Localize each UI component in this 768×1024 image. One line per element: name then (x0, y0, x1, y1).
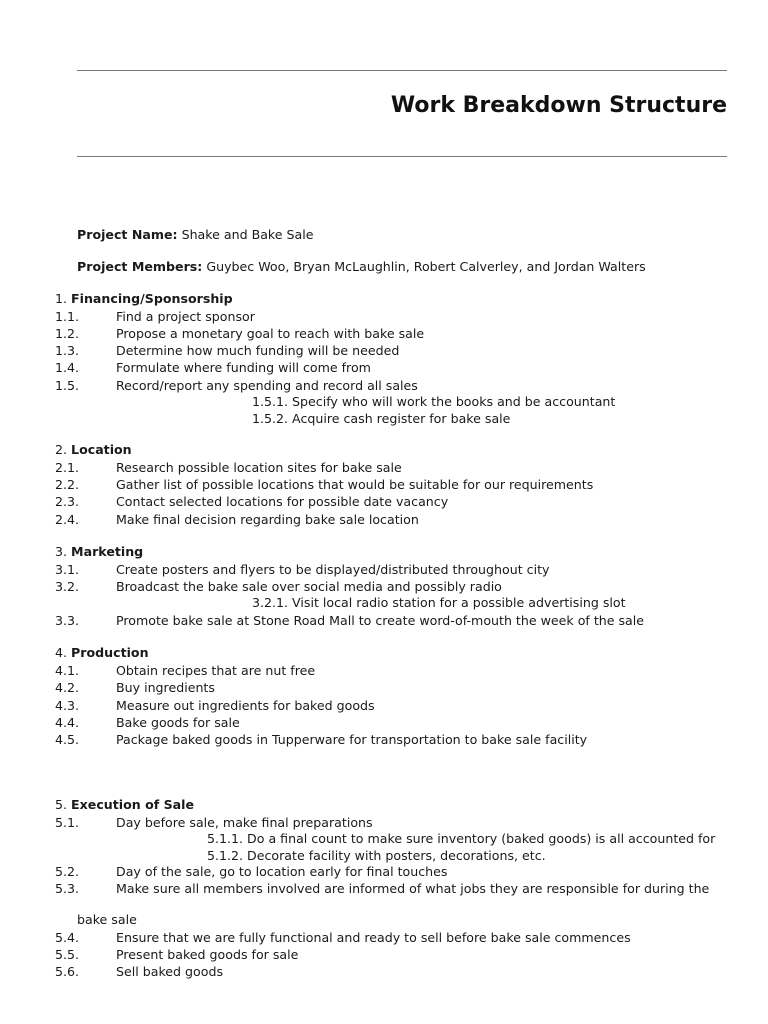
item-number: 3.1. (55, 562, 80, 577)
item-number: 5.1. (55, 815, 80, 830)
subitem-text: 1.5.1. Specify who will work the books and be accountant (252, 394, 616, 409)
item-number: 3.3. (55, 613, 80, 628)
item-text: Contact selected locations for possible date vacancy (116, 494, 449, 509)
item-number: 5.5. (55, 947, 80, 962)
item-number: 2.4. (55, 512, 80, 527)
item-text: Determine how much funding will be needed (116, 343, 400, 358)
item-text: Find a project sponsor (116, 309, 255, 324)
project-members: Guybec Woo, Bryan McLaughlin, Robert Calverley, and Jordan Walters (206, 259, 646, 274)
project-members-label: Project Members: (77, 259, 203, 274)
section-title: Marketing (71, 544, 144, 559)
item-text: Obtain recipes that are nut free (116, 663, 316, 678)
item-text: Create posters and flyers to be displayed/distributed throughout city (116, 562, 550, 577)
item-number: 1.1. (55, 309, 80, 324)
project-name: Shake and Bake Sale (181, 227, 314, 242)
section-title: Location (71, 442, 132, 457)
item-number: 4.2. (55, 680, 80, 695)
item-number: 1.3. (55, 343, 80, 358)
section-title: Execution of Sale (71, 797, 195, 812)
item-number: 5.3. (55, 881, 80, 896)
item-number: 4.3. (55, 698, 80, 713)
item-text: Buy ingredients (116, 680, 215, 695)
item-text: Measure out ingredients for baked goods (116, 698, 375, 713)
section-title: Production (71, 645, 149, 660)
section-heading-marketing (55, 544, 143, 560)
item-number: 3.2. (55, 579, 80, 594)
title-divider (77, 156, 727, 157)
item-text: Sell baked goods (116, 964, 224, 979)
item-text: Present baked goods for sale (116, 947, 299, 962)
item-number: 5.6. (55, 964, 80, 979)
section-number: 2. (55, 442, 68, 457)
item-text: Broadcast the bake sale over social media and possibly radio (116, 579, 502, 594)
item-continuation: bake sale (77, 912, 137, 927)
item-number: 5.2. (55, 864, 80, 879)
section-number: 1. (55, 291, 68, 306)
item-text: Propose a monetary goal to reach with bake sale (116, 326, 425, 341)
section-number: 4. (55, 645, 68, 660)
item-text: Formulate where funding will come from (116, 360, 371, 375)
item-text: Package baked goods in Tupperware for transportation to bake sale facility (116, 732, 588, 747)
item-text: Make final decision regarding bake sale location (116, 512, 419, 527)
item-number: 4.1. (55, 663, 80, 678)
item-number: 1.4. (55, 360, 80, 375)
project-members-line (77, 259, 646, 275)
item-text: Bake goods for sale (116, 715, 240, 730)
item-text: Day before sale, make final preparations (116, 815, 373, 830)
page-title: Work Breakdown Structure (390, 93, 727, 118)
subitem-text: 3.2.1. Visit local radio station for a possible advertising slot (252, 595, 626, 610)
section-number: 5. (55, 797, 68, 812)
project-name-label: Project Name: (77, 227, 178, 242)
section-title: Financing/Sponsorship (71, 291, 233, 306)
item-text: Gather list of possible locations that would be suitable for our requirements (116, 477, 594, 492)
item-number: 5.4. (55, 930, 80, 945)
top-divider (77, 70, 727, 71)
project-name-line (77, 227, 313, 243)
section-heading-production (55, 645, 149, 661)
section-number: 3. (55, 544, 68, 559)
subitem-text: 5.1.2. Decorate facility with posters, decorations, etc. (207, 848, 546, 863)
subitem-text: 1.5.2. Acquire cash register for bake sale (252, 411, 511, 426)
subitem-text: 5.1.1. Do a final count to make sure inventory (baked goods) is all accounted for (207, 831, 716, 846)
item-text: Ensure that we are fully functional and ready to sell before bake sale commences (116, 930, 631, 945)
item-text: Day of the sale, go to location early for final touches (116, 864, 448, 879)
item-number: 2.1. (55, 460, 80, 475)
section-heading-execution (55, 797, 194, 813)
item-number: 1.5. (55, 378, 80, 393)
item-number: 1.2. (55, 326, 80, 341)
item-number: 4.4. (55, 715, 80, 730)
item-number: 4.5. (55, 732, 80, 747)
item-text: Record/report any spending and record all sales (116, 378, 418, 393)
section-heading-location (55, 442, 132, 458)
item-text: Make sure all members involved are informed of what jobs they are responsible for during the (116, 881, 710, 896)
item-number: 2.3. (55, 494, 80, 509)
section-heading-financing (55, 291, 233, 307)
item-text: Research possible location sites for bake sale (116, 460, 402, 475)
item-number: 2.2. (55, 477, 80, 492)
item-text: Promote bake sale at Stone Road Mall to create word-of-mouth the week of the sale (116, 613, 645, 628)
